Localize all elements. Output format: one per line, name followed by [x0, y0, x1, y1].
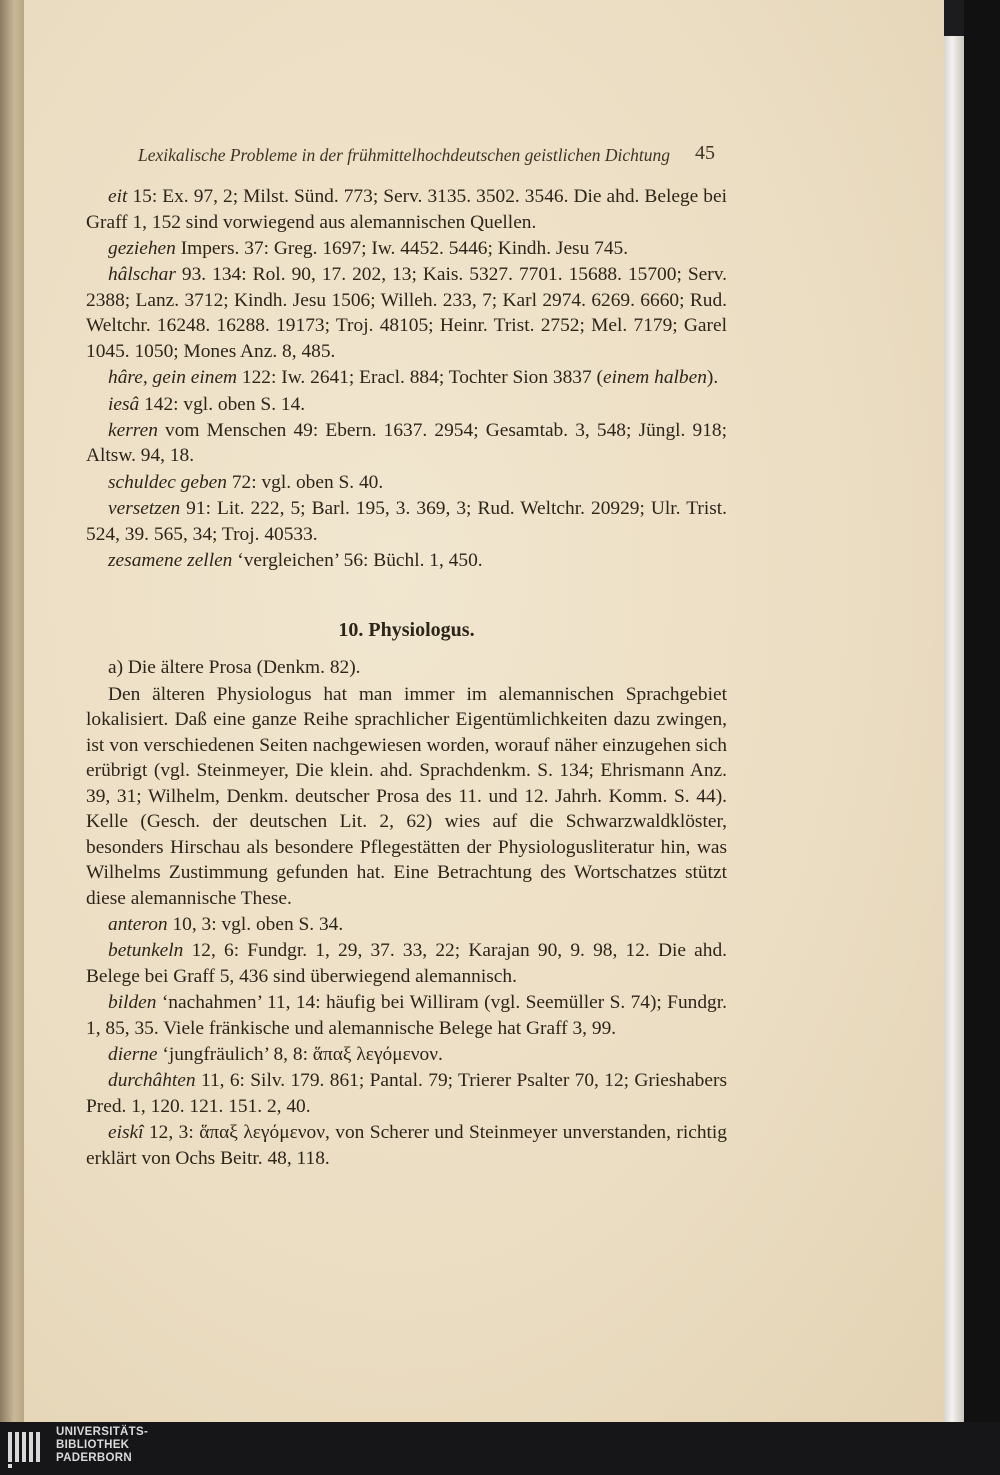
section-heading: 10. Physiologus. — [338, 618, 475, 641]
page-body — [86, 184, 727, 1172]
glossary-entry — [86, 470, 727, 496]
page-stack-edge — [944, 36, 964, 1422]
logo-line-1: UNIVERSITÄTS- — [56, 1426, 149, 1438]
logo-line-3: PADERBORN — [56, 1452, 132, 1464]
entry-references: ‘nachahmen’ 11, 14: häufig bei Williram (vgl. Seemüller S. 74); Fundgr. 1, 85, 35. Viele fränkische und alemannische Belege hat Graff 3, 99. — [86, 992, 727, 1039]
entry-lemma: dierne — [108, 1044, 158, 1066]
entry-references: 72: vgl. oben S. 40. — [227, 471, 384, 493]
entry-references: 12, 6: Fundgr. 1, 29, 37. 33, 22; Karajan 90, 9. 98, 12. Die ahd. Belege bei Graff 5, 436 sind überwiegend alemannisch. — [86, 940, 727, 987]
glossary-entry — [86, 990, 727, 1041]
glossary-entry — [86, 1120, 727, 1171]
facing-page-edge — [0, 0, 24, 1422]
glossary-entry — [86, 392, 727, 418]
logo-line-2: BIBLIOTHEK — [56, 1439, 130, 1451]
glossary-entry — [86, 938, 727, 989]
entry-lemma: iesâ — [108, 393, 140, 415]
entry-references: 142: vgl. oben S. 14. — [139, 393, 306, 415]
entry-lemma: hâlschar — [108, 264, 176, 286]
entry-references: ‘vergleichen’ 56: Büchl. 1, 450. — [232, 550, 483, 572]
entry-lemma: geziehen — [108, 237, 176, 259]
entry-lemma: einem halben — [603, 367, 707, 389]
glossary-entry — [86, 262, 727, 364]
scan-background — [964, 0, 1000, 1422]
entry-lemma: eiskî — [108, 1122, 144, 1144]
glossary-entry — [86, 184, 727, 235]
entry-references: Impers. 37: Greg. 1697; Iw. 4452. 5446; Kindh. Jesu 745. — [175, 237, 629, 259]
entry-lemma: bilden — [108, 992, 157, 1014]
glossary-entry — [86, 496, 727, 547]
entry-lemma: anteron — [108, 913, 168, 935]
section-subheading: a) Die ältere Prosa (Denkm. 82). — [108, 657, 361, 679]
glossary-entry — [86, 236, 727, 262]
entry-references: 122: Iw. 2641; Eracl. 884; Tochter Sion 3837 ( — [237, 367, 603, 389]
footer-bar — [0, 1422, 1000, 1475]
entry-references: 93. 134: Rol. 90, 17. 202, 13; Kais. 5327. 7701. 15688. 15700; Serv. 2388; Lanz. 3712; Kindh. Jesu 1506; Willeh. 233, 7; Karl 2974. 6269. 6660; Rud. Weltchr. 16248. 16288. 19173; Troj. 48105; Heinr. Trist. 2752; Mel. 7179; Garel 1045. 1050; Mones Anz. 8, 485. — [86, 264, 727, 362]
library-logo-text — [56, 1426, 148, 1465]
library-logo-icon — [6, 1428, 50, 1470]
entry-references: 12, 3: ἅπαξ λεγόμενον, von Scherer und Steinmeyer unverstanden, richtig erklärt von Ochs Beitr. 48, 118. — [86, 1122, 727, 1169]
entry-references: 10, 3: vgl. oben S. 34. — [167, 913, 344, 935]
entry-lemma: kerren — [108, 419, 158, 441]
entry-references: 91: Lit. 222, 5; Barl. 195, 3. 369, 3; Rud. Weltchr. 20929; Ulr. Trist. 524, 39. 565, 34; Troj. 40533. — [86, 498, 727, 545]
glossary-entry — [86, 418, 727, 469]
entry-references: 15: Ex. 97, 2; Milst. Sünd. 773; Serv. 3135. 3502. 3546. Die ahd. Belege bei Graff 1, 152 sind vorwiegend aus alemannischen Quellen. — [86, 186, 727, 233]
glossary-entry — [86, 548, 727, 574]
entry-lemma: versetzen — [108, 498, 181, 520]
glossary-entries-top — [86, 184, 727, 574]
entry-lemma: durchâhten — [108, 1070, 196, 1092]
glossary-entry — [86, 365, 727, 391]
entry-references: ‘jungfräulich’ 8, 8: ἅπαξ λεγόμενον. — [157, 1044, 443, 1066]
entry-lemma: hâre, gein einem — [108, 367, 238, 389]
entry-lemma: zesamene zellen — [108, 550, 233, 572]
glossary-entry — [86, 912, 727, 938]
entry-lemma: betunkeln — [108, 940, 184, 962]
entry-references: 11, 6: Silv. 179. 861; Pantal. 79; Trierer Psalter 70, 12; Grieshabers Pred. 1, 120. 121. 151. 2, 40. — [86, 1070, 727, 1117]
entry-lemma: schuldec geben — [108, 471, 227, 493]
glossary-entry — [86, 1042, 727, 1068]
page-number: 45 — [695, 142, 715, 164]
entry-references: ). — [706, 367, 719, 389]
glossary-entry — [86, 1068, 727, 1119]
running-title: Lexikalische Probleme in der frühmittelhochdeutschen geistlichen Dichtung — [138, 145, 670, 165]
section-paragraph: Den älteren Physiologus hat man immer im alemannischen Sprachgebiet lokalisiert. Daß eine ganze Reihe sprachlicher Eigentümlichkeiten dazu zwingen, ist von verschiedenen Seiten nachgewiesen worden, worauf näher einzugehen sich erübrigt (vgl. Steinmeyer, Die klein. ahd. Sprachdenkm. S. 134; Ehrismann Anz. 39, 31; Wilhelm, Denkm. deutscher Prosa des 11. und 12. Jahrh. Komm. S. 44). Kelle (Gesch. der deutschen Lit. 2, 62) wies auf die Schwarzwaldklöster, besonders Hirschau als besondere Pflegestätten der Physiologusliteratur hin, was Wilhelms Zustimmung gefunden hat. Eine Betrachtung des Wortschatzes stützt diese alemannische These. — [86, 683, 727, 909]
entry-references: vom Menschen 49: Ebern. 1637. 2954; Gesamtab. 3, 548; Jüngl. 918; Altsw. 94, 18. — [86, 419, 727, 467]
entry-lemma: eit — [108, 186, 128, 207]
glossary-entries-bottom — [86, 912, 727, 1171]
